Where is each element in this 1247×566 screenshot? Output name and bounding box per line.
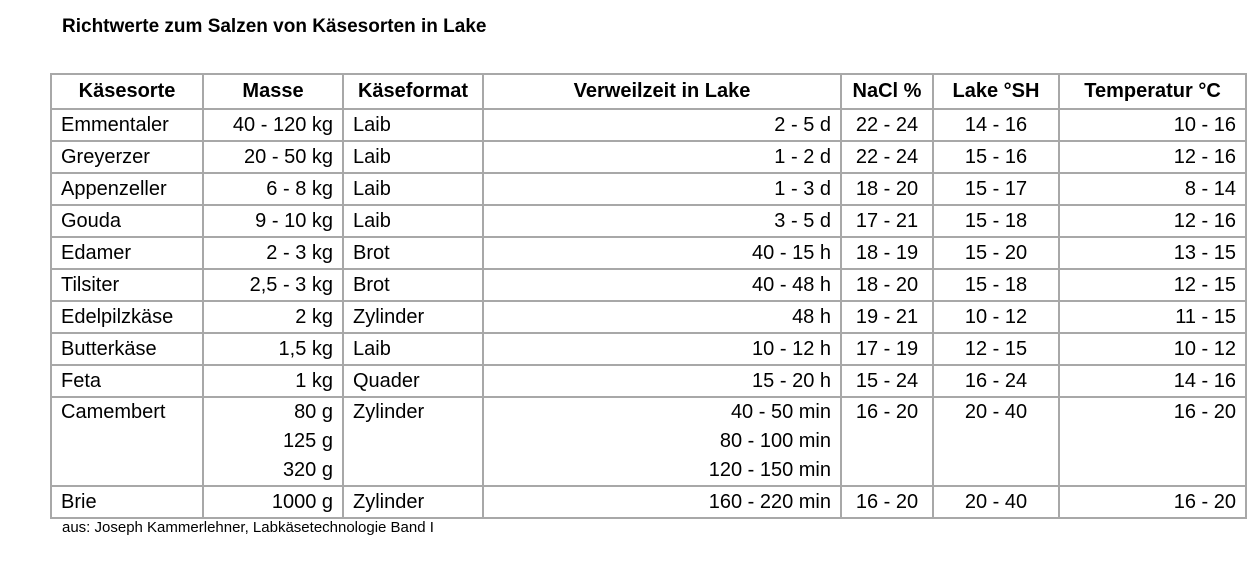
- cell-masse: [203, 333, 343, 365]
- cell-masse: [203, 237, 343, 269]
- cell-lake-sh: 15 - 16: [933, 141, 1059, 173]
- cell-masse-line: 125 g: [282, 430, 333, 452]
- cell-kaesesorte: Appenzeller: [51, 173, 203, 205]
- header-row: [51, 74, 1246, 109]
- cell-masse-line: 1000 g: [271, 490, 333, 513]
- cell-verweilzeit-line: 3 - 5 d: [774, 209, 831, 232]
- cell-nacl: 17 - 21: [841, 205, 933, 237]
- cell-masse: [203, 486, 343, 518]
- cell-lake-sh: 12 - 15: [933, 333, 1059, 365]
- cell-masse: [203, 397, 343, 486]
- cell-verweilzeit: [483, 237, 841, 269]
- cell-temperatur: 12 - 16: [1059, 205, 1246, 237]
- cell-temperatur: 11 - 15: [1059, 301, 1246, 333]
- cell-lake-sh: 10 - 12: [933, 301, 1059, 333]
- cell-temperatur: 10 - 12: [1059, 333, 1246, 365]
- cell-kaesesorte: Edamer: [51, 237, 203, 269]
- cell-temperatur: 12 - 15: [1059, 269, 1246, 301]
- cell-temperatur: 10 - 16: [1059, 109, 1246, 141]
- cell-kaesesorte: Brie: [51, 486, 203, 518]
- cell-lake-sh: 15 - 17: [933, 173, 1059, 205]
- cell-kaeseformat: Laib: [343, 173, 483, 205]
- cell-lake-sh: 20 - 40: [933, 486, 1059, 518]
- cell-masse: [203, 109, 343, 141]
- table-row: [51, 486, 1246, 518]
- cell-verweilzeit-line: 160 - 220 min: [708, 490, 831, 513]
- cell-kaeseformat: Laib: [343, 141, 483, 173]
- cell-verweilzeit: [483, 173, 841, 205]
- table-row: [51, 301, 1246, 333]
- cell-lake-sh: 15 - 18: [933, 269, 1059, 301]
- cell-nacl: 22 - 24: [841, 141, 933, 173]
- cell-masse: [203, 141, 343, 173]
- cell-verweilzeit: [483, 269, 841, 301]
- cell-kaesesorte: Tilsiter: [51, 269, 203, 301]
- cell-verweilzeit-line: 10 - 12 h: [752, 337, 831, 360]
- cell-nacl: 18 - 20: [841, 269, 933, 301]
- cell-verweilzeit-line: 40 - 48 h: [752, 273, 831, 296]
- salting-guide-table: [50, 73, 1247, 519]
- header-verweilzeit: Verweilzeit in Lake: [483, 74, 841, 109]
- cell-kaeseformat: Brot: [343, 237, 483, 269]
- cell-lake-sh: 15 - 18: [933, 205, 1059, 237]
- cell-kaesesorte: Feta: [51, 365, 203, 397]
- table-row: [51, 397, 1246, 486]
- cell-kaesesorte: Edelpilzkäse: [51, 301, 203, 333]
- table-row: [51, 269, 1246, 301]
- cell-kaeseformat: Zylinder: [343, 486, 483, 518]
- cell-temperatur: 16 - 20: [1059, 486, 1246, 518]
- cell-lake-sh: 15 - 20: [933, 237, 1059, 269]
- cell-temperatur: 12 - 16: [1059, 141, 1246, 173]
- cell-masse: [203, 269, 343, 301]
- cell-verweilzeit-line: 2 - 5 d: [774, 113, 831, 136]
- cell-verweilzeit: [483, 486, 841, 518]
- header-masse: Masse: [203, 74, 343, 109]
- cell-kaeseformat: Laib: [343, 333, 483, 365]
- cell-kaesesorte: Camembert: [51, 397, 203, 486]
- cell-masse-line: 9 - 10 kg: [255, 209, 333, 232]
- header-lake-sh: Lake °SH: [933, 74, 1059, 109]
- cell-kaesesorte: Gouda: [51, 205, 203, 237]
- table-row: [51, 365, 1246, 397]
- table-header: [51, 74, 1246, 109]
- table-row: [51, 205, 1246, 237]
- cell-nacl: 22 - 24: [841, 109, 933, 141]
- cell-kaesesorte: Butterkäse: [51, 333, 203, 365]
- cell-nacl: 16 - 20: [841, 397, 933, 486]
- cell-masse-line: 2 kg: [295, 305, 333, 328]
- cell-verweilzeit-line: 40 - 50 min: [730, 401, 831, 423]
- cell-verweilzeit-line: 40 - 15 h: [752, 241, 831, 264]
- cell-lake-sh: 14 - 16: [933, 109, 1059, 141]
- cell-verweilzeit-line: 120 - 150 min: [708, 459, 831, 481]
- cell-masse: [203, 301, 343, 333]
- cell-verweilzeit-line: 1 - 3 d: [774, 177, 831, 200]
- cell-verweilzeit-line: 15 - 20 h: [752, 369, 831, 392]
- cell-lake-sh: 16 - 24: [933, 365, 1059, 397]
- cell-masse-line: 40 - 120 kg: [232, 113, 333, 136]
- table-row: [51, 109, 1246, 141]
- cell-verweilzeit-line: 1 - 2 d: [774, 145, 831, 168]
- cell-verweilzeit: [483, 397, 841, 486]
- cell-masse-line: 80 g: [294, 401, 333, 423]
- cell-temperatur: 14 - 16: [1059, 365, 1246, 397]
- header-nacl: NaCl %: [841, 74, 933, 109]
- source-citation: aus: Joseph Kammerlehner, Labkäsetechnologie Band I: [62, 519, 434, 536]
- cell-lake-sh: 20 - 40: [933, 397, 1059, 486]
- cell-verweilzeit-line: 48 h: [792, 305, 831, 328]
- cell-temperatur: 13 - 15: [1059, 237, 1246, 269]
- cell-masse-line: 2 - 3 kg: [266, 241, 333, 264]
- cell-masse-line: 6 - 8 kg: [266, 177, 333, 200]
- header-temperatur: Temperatur °C: [1059, 74, 1246, 109]
- cell-nacl: 17 - 19: [841, 333, 933, 365]
- header-kaesesorte: Käsesorte: [51, 74, 203, 109]
- cell-kaeseformat: Laib: [343, 109, 483, 141]
- cell-masse: [203, 365, 343, 397]
- cell-masse-line: 1,5 kg: [278, 337, 333, 360]
- cell-kaeseformat: Zylinder: [343, 397, 483, 486]
- cell-kaeseformat: Zylinder: [343, 301, 483, 333]
- cell-kaesesorte: Greyerzer: [51, 141, 203, 173]
- cell-nacl: 18 - 20: [841, 173, 933, 205]
- cell-kaeseformat: Laib: [343, 205, 483, 237]
- cell-verweilzeit-line: 80 - 100 min: [719, 430, 831, 452]
- cell-temperatur: 16 - 20: [1059, 397, 1246, 486]
- cell-verweilzeit: [483, 205, 841, 237]
- table-row: [51, 237, 1246, 269]
- cell-verweilzeit: [483, 365, 841, 397]
- table-body: [51, 109, 1246, 518]
- cell-masse-line: 20 - 50 kg: [244, 145, 333, 168]
- cell-masse-line: 320 g: [282, 459, 333, 481]
- cell-nacl: 16 - 20: [841, 486, 933, 518]
- table-row: [51, 333, 1246, 365]
- cell-nacl: 15 - 24: [841, 365, 933, 397]
- cell-kaesesorte: Emmentaler: [51, 109, 203, 141]
- table-row: [51, 141, 1246, 173]
- table-row: [51, 173, 1246, 205]
- document-title: Richtwerte zum Salzen von Käsesorten in Lake: [62, 16, 487, 37]
- cell-kaeseformat: Brot: [343, 269, 483, 301]
- cell-masse: [203, 205, 343, 237]
- cell-masse-line: 2,5 - 3 kg: [249, 273, 333, 296]
- cell-masse: [203, 173, 343, 205]
- cell-verweilzeit: [483, 301, 841, 333]
- cell-nacl: 19 - 21: [841, 301, 933, 333]
- cell-kaeseformat: Quader: [343, 365, 483, 397]
- cell-temperatur: 8 - 14: [1059, 173, 1246, 205]
- cell-verweilzeit: [483, 333, 841, 365]
- header-kaeseformat: Käseformat: [343, 74, 483, 109]
- cell-verweilzeit: [483, 109, 841, 141]
- cell-verweilzeit: [483, 141, 841, 173]
- cell-masse-line: 1 kg: [295, 369, 333, 392]
- cell-nacl: 18 - 19: [841, 237, 933, 269]
